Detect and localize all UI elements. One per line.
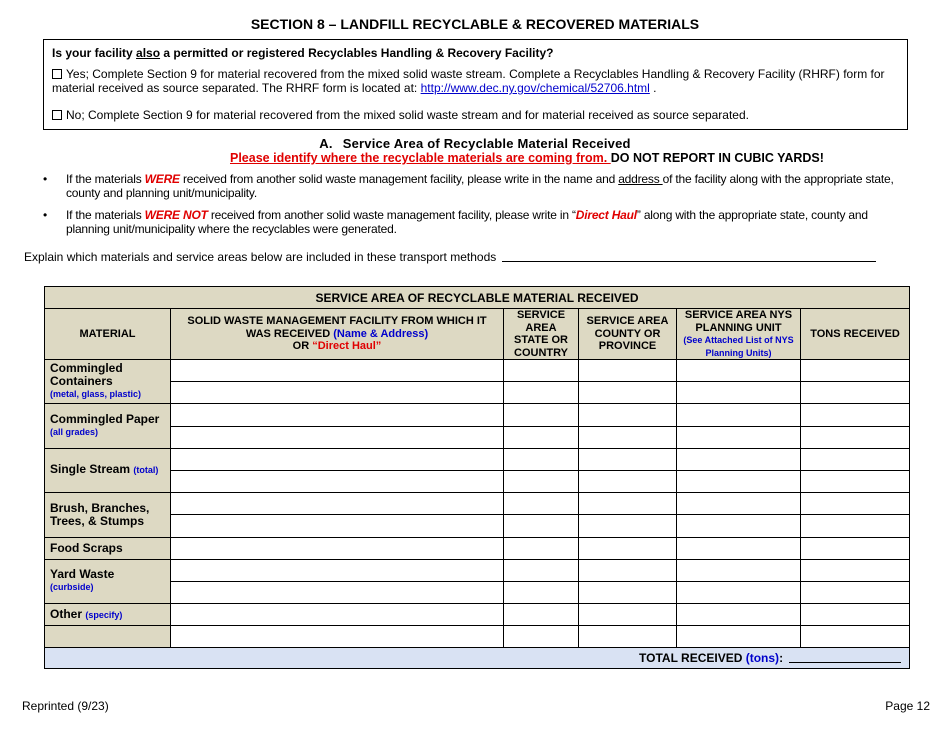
material-cell [45,360,171,404]
material-note: (metal, glass, plastic) [50,389,142,400]
county-input[interactable] [579,604,677,626]
material-name: Brush, Branches, Trees, & Stumps [50,500,150,528]
facility-input[interactable] [171,559,504,581]
nys-input[interactable] [677,426,801,448]
tons-input[interactable] [801,581,910,603]
county-input[interactable] [579,515,677,537]
table-row [45,426,910,448]
nys-input[interactable] [677,604,801,626]
question-prefix: Is your facility [52,46,137,60]
county-input[interactable] [579,537,677,559]
nys-input[interactable] [677,470,801,492]
table-row [45,581,910,603]
state-input[interactable] [504,360,579,382]
facility-input[interactable] [171,626,504,648]
table-row [45,404,910,426]
county-input[interactable] [579,581,677,603]
table-row [45,360,910,382]
facility-input[interactable] [171,493,504,515]
instruction-black: DO NOT REPORT IN CUBIC YARDS! [610,151,824,165]
option-yes [52,67,899,95]
material-note: (all grades) [50,427,99,438]
state-input[interactable] [504,626,579,648]
col-material: MATERIAL [45,309,171,360]
b2-pre: If the materials [66,208,145,222]
b2-mid: received from another solid waste management facility, please write in “ [207,208,576,222]
tons-input[interactable] [801,537,910,559]
bullet-icon: • [43,172,48,186]
facility-question [52,46,899,60]
nys-input[interactable] [677,382,801,404]
state-input[interactable] [504,448,579,470]
facility-input[interactable] [171,470,504,492]
material-name: Commingled Paper [50,412,160,427]
b2-post: ” along with the appropriate state, county and planning unit/municipality where the recyclables were generated. [66,208,868,236]
county-input[interactable] [579,626,677,648]
total-colon: : [779,651,784,666]
table-row [45,626,910,648]
bullet-icon: • [43,208,48,222]
tons-input[interactable] [801,426,910,448]
state-input[interactable] [504,581,579,603]
material-cell [45,537,171,559]
explain-input[interactable] [502,251,876,262]
state-input[interactable] [504,470,579,492]
nys-input[interactable] [677,515,801,537]
material-note: (total) [133,465,159,476]
table-row [45,493,910,515]
county-input[interactable] [579,426,677,448]
col-facility-blue: (Name & Address) [333,327,429,340]
total-units: (tons) [745,651,780,666]
b1-em: WERE [144,172,180,186]
nys-input[interactable] [677,404,801,426]
table-header-row [45,309,910,360]
subsection-title: Service Area of Recyclable Material Received [342,136,631,151]
state-input[interactable] [504,426,579,448]
material-note: (curbside) [50,582,94,593]
instruction-red: Please identify where the recyclable materials are coming from. [230,151,611,165]
bullet-were-not [43,208,908,236]
county-input[interactable] [579,360,677,382]
col-facility [171,309,504,360]
county-input[interactable] [579,493,677,515]
table-row [45,604,910,626]
county-input[interactable] [579,559,677,581]
explain-line [24,250,876,264]
col-facility-or: OR [292,340,313,353]
table-row [45,559,910,581]
footer-page-number: Page 12 [885,699,930,713]
nys-input[interactable] [677,626,801,648]
tons-input[interactable] [801,448,910,470]
section-title: SECTION 8 – LANDFILL RECYCLABLE & RECOVERED MATERIALS [250,16,700,32]
instruction-bullets [43,172,908,236]
no-text: No; Complete Section 9 for material recovered from the mixed solid waste stream and for material received as source separated. [66,108,749,122]
facility-question-box [43,39,908,130]
total-cell [45,648,910,669]
yes-after: . [649,81,657,95]
state-input[interactable] [504,493,579,515]
tons-input[interactable] [801,404,910,426]
nys-input[interactable] [677,448,801,470]
b2-em: WERE NOT [144,208,208,222]
total-input[interactable] [789,652,901,663]
explain-text: Explain which materials and service areas below are included in these transport methods [24,250,497,264]
question-suffix: a permitted or registered Recyclables Handling & Recovery Facility? [160,46,554,60]
total-row [45,648,910,669]
total-label: TOTAL RECEIVED [639,651,746,666]
tons-input[interactable] [801,382,910,404]
state-input[interactable] [504,404,579,426]
no-checkbox[interactable] [52,110,62,120]
state-input[interactable] [504,515,579,537]
material-cell [45,493,171,537]
tons-input[interactable] [801,626,910,648]
b1-post: of the facility along with the appropriate state, county and planning unit/municipality. [66,172,894,200]
b2-em2: Direct Haul [575,208,637,222]
state-input[interactable] [504,604,579,626]
material-cell [45,448,171,492]
county-input[interactable] [579,448,677,470]
nys-input[interactable] [677,559,801,581]
material-name: Yard Waste [50,567,115,582]
material-input[interactable] [45,626,171,648]
county-input[interactable] [579,404,677,426]
table-row [45,382,910,404]
material-cell [45,559,171,603]
nys-input[interactable] [677,493,801,515]
county-input[interactable] [579,470,677,492]
table-row [45,537,910,559]
tons-input[interactable] [801,470,910,492]
b1-mid: received from another solid waste management facility, please write in the name and [179,172,619,186]
yes-checkbox[interactable] [52,69,62,79]
tons-input[interactable] [801,515,910,537]
facility-input[interactable] [171,537,504,559]
b1-u: address [618,172,663,186]
material-note: (specify) [85,609,123,620]
material-cell [45,604,171,626]
facility-input[interactable] [171,404,504,426]
option-no [52,108,899,122]
facility-input[interactable] [171,604,504,626]
nys-input[interactable] [677,581,801,603]
col-nys-text: SERVICE AREA NYS PLANNING UNIT [684,309,793,334]
table-row [45,470,910,492]
b1-pre: If the materials [66,172,145,186]
tons-input[interactable] [801,493,910,515]
facility-input[interactable] [171,382,504,404]
state-input[interactable] [504,382,579,404]
facility-input[interactable] [171,515,504,537]
rhrf-form-link[interactable]: http://www.dec.ny.gov/chemical/52706.html [420,81,650,95]
col-county: SERVICE AREA COUNTY OR PROVINCE [579,309,677,360]
subsection-letter: A. [319,136,333,151]
yes-text: Yes; Complete Section 9 for material recovered from the mixed solid waste stream. Complete a Recyclables Handling & Recovery Facility (RHRF) form for material received as source separated. The RHRF form is located at: [52,67,885,95]
facility-input[interactable] [171,360,504,382]
table-row [45,448,910,470]
col-facility-text: SOLID WASTE MANAGEMENT FACILITY FROM WHICH IT WAS RECEIVED [187,315,487,340]
col-tons: TONS RECEIVED [801,309,910,360]
material-cell [45,404,171,448]
material-name: Commingled Containers [50,361,123,389]
facility-input[interactable] [171,581,504,603]
col-nys-note: (See Attached List of NYS Planning Units) [683,335,794,358]
material-name: Food Scraps [50,540,123,555]
state-input[interactable] [504,559,579,581]
nys-input[interactable] [677,360,801,382]
footer-reprinted: Reprinted (9/23) [22,699,109,713]
col-state: SERVICE AREA STATE OR COUNTRY [504,309,579,360]
table-title: SERVICE AREA OF RECYCLABLE MATERIAL RECEIVED [45,287,910,309]
subsection-instruction [230,151,824,165]
tons-input[interactable] [801,360,910,382]
facility-input[interactable] [171,448,504,470]
subsection-heading [0,136,950,151]
county-input[interactable] [579,382,677,404]
tons-input[interactable] [801,559,910,581]
tons-input[interactable] [801,604,910,626]
facility-input[interactable] [171,426,504,448]
col-facility-red: “Direct Haul” [312,340,382,353]
col-nys [677,309,801,360]
state-input[interactable] [504,537,579,559]
table-row [45,515,910,537]
nys-input[interactable] [677,537,801,559]
material-name: Single Stream [50,462,134,477]
service-area-table [44,286,910,669]
material-name: Other [50,606,86,621]
bullet-were [43,172,908,200]
question-emphasis: also [136,46,161,60]
